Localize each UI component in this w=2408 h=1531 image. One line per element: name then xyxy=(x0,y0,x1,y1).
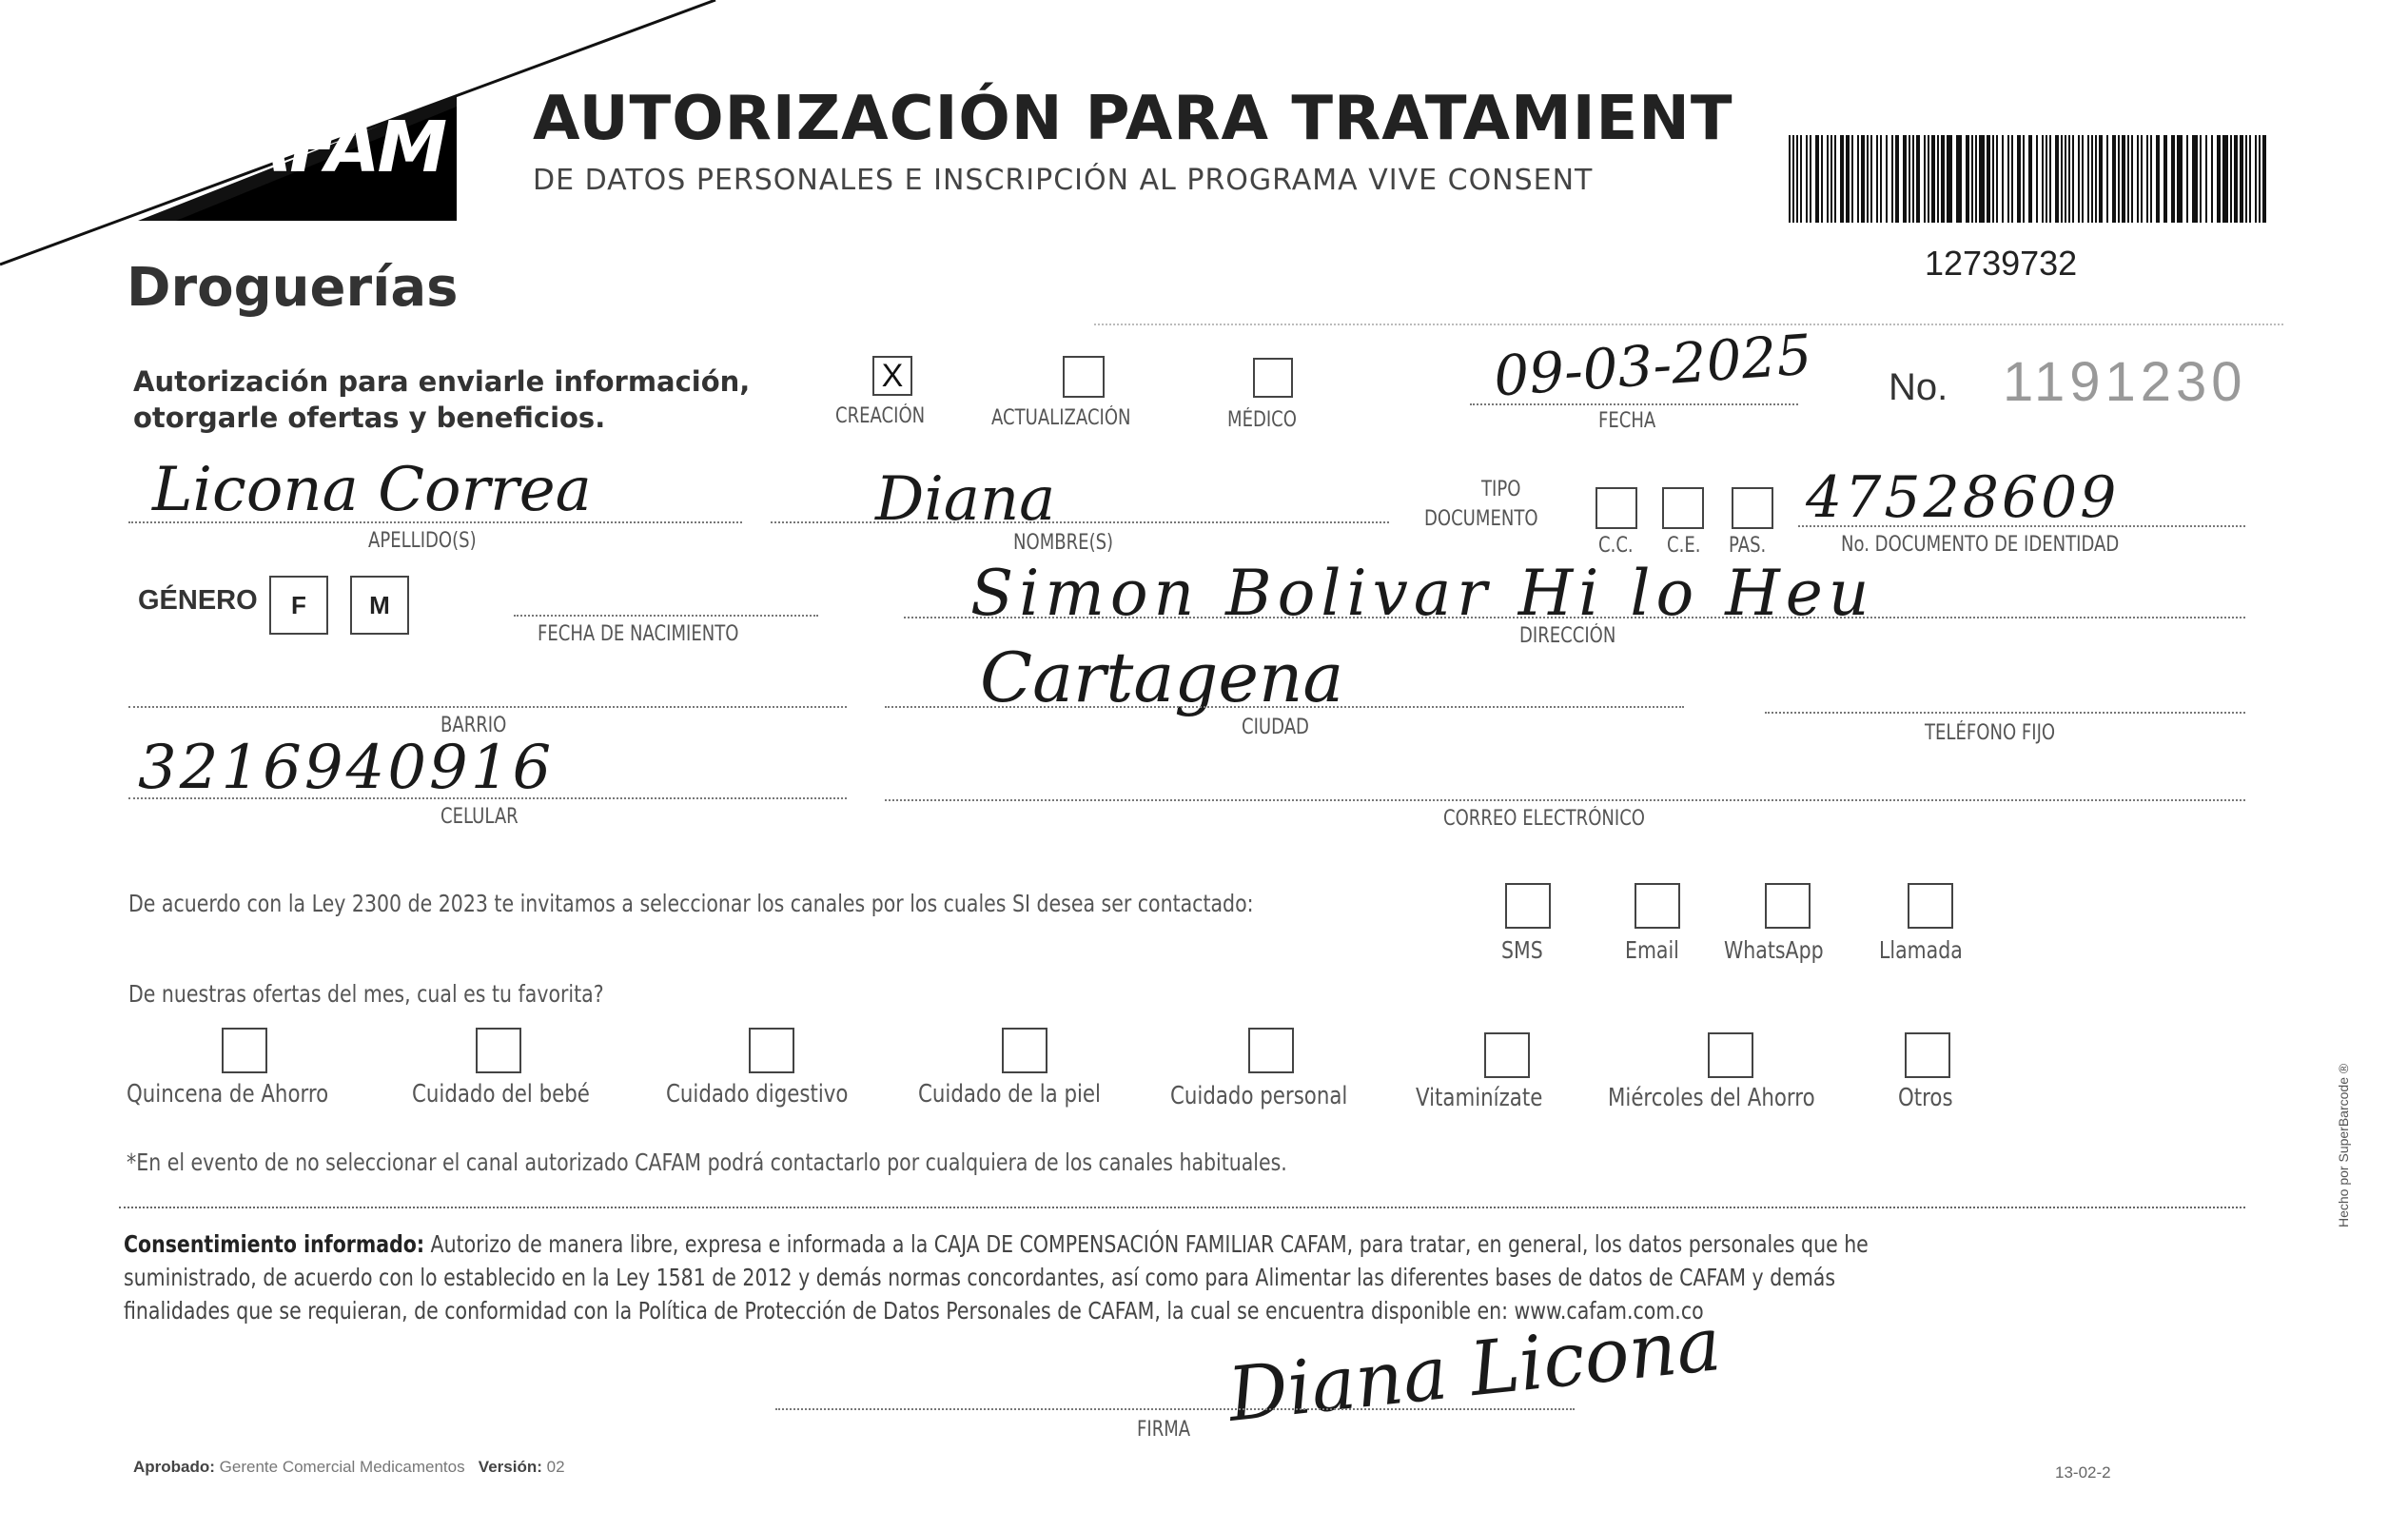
barcode-bar xyxy=(2028,135,2032,223)
telefono-line xyxy=(1765,712,2245,714)
barcode-bar xyxy=(2131,135,2133,223)
consent-line-1 xyxy=(124,1227,2250,1261)
fecha-value: 09-03-2025 xyxy=(1492,322,1814,409)
sms-label: SMS xyxy=(1501,936,1543,964)
barcode-bar xyxy=(1956,135,1962,223)
barcode-bar xyxy=(2112,135,2116,223)
nombres-label: NOMBRE(S) xyxy=(1013,531,1114,555)
barcode-bar xyxy=(2171,135,2175,223)
offer-bebe-checkbox[interactable] xyxy=(476,1028,521,1073)
barcode-bar xyxy=(2072,135,2074,223)
barcode-bar xyxy=(1861,135,1865,223)
barcode-bar xyxy=(2011,135,2013,223)
version-label: Versión: xyxy=(478,1458,542,1476)
barcode-bar xyxy=(1876,135,1878,223)
barcode-bar xyxy=(2255,135,2257,223)
llamada-checkbox[interactable] xyxy=(1908,883,1953,929)
barcode-bar xyxy=(2061,135,2063,223)
barcode-bar xyxy=(2163,135,2167,223)
footer-approval xyxy=(133,1458,565,1477)
genero-m-text: M xyxy=(369,591,390,619)
barcode-bar xyxy=(1880,135,1882,223)
barcode-bar xyxy=(2068,135,2070,223)
barcode-bar xyxy=(1840,135,1844,223)
barcode-bar xyxy=(2118,135,2120,223)
ciudad-label: CIUDAD xyxy=(1242,716,1309,739)
intro-line-2: otorgarle ofertas y beneficios. xyxy=(133,402,606,434)
offer-miercoles-label: Miércoles del Ahorro xyxy=(1608,1084,1815,1112)
apellidos-line xyxy=(128,521,742,523)
barcode-bar xyxy=(1979,135,1985,223)
correo-label: CORREO ELECTRÓNICO xyxy=(1443,807,1646,831)
barcode-bar xyxy=(2099,135,2103,223)
barcode-bar xyxy=(1891,135,1893,223)
barcode-bar xyxy=(2127,135,2129,223)
offer-digestivo-checkbox[interactable] xyxy=(749,1028,794,1073)
side-text: Hecho por SuperBarcode ® xyxy=(2336,1063,2351,1227)
tipo-doc-label-1: TIPO xyxy=(1481,478,1521,501)
apellidos-value: Licona Correa xyxy=(152,455,592,525)
email-label: Email xyxy=(1625,936,1679,964)
offer-miercoles-checkbox[interactable] xyxy=(1708,1032,1753,1078)
barcode-bar xyxy=(1916,135,1920,223)
barcode-bar xyxy=(2095,135,2097,223)
offer-quincena-label: Quincena de Ahorro xyxy=(127,1080,329,1109)
version-value: 02 xyxy=(546,1458,565,1476)
barcode-bar xyxy=(2211,135,2213,223)
barcode-bar xyxy=(1857,135,1859,223)
barcode-bar xyxy=(1912,135,1914,223)
barcode-bar xyxy=(1947,135,1952,223)
barcode-bar xyxy=(2017,135,2021,223)
consent-line-1-text: Autorizo de manera libre, expresa e informada a la CAJA DE COMPENSACIÓN FAMILIAR CAFAM, para tratar, en general, los datos personales que he xyxy=(424,1230,1869,1258)
barcode-bar xyxy=(2205,135,2207,223)
barcode-bar xyxy=(1941,135,1945,223)
barcode-bar xyxy=(1886,135,1888,223)
barrio-label: BARRIO xyxy=(440,714,507,737)
consent-bold: Consentimiento informado: xyxy=(124,1230,425,1258)
barcode-bar xyxy=(1815,135,1819,223)
brand-name: Droguerías xyxy=(127,257,459,319)
barcode-bar xyxy=(1792,135,1794,223)
barcode-bar xyxy=(2259,135,2261,223)
barcode-bar xyxy=(1909,135,1910,223)
barcode-bar xyxy=(2065,135,2066,223)
barcode-bar xyxy=(1924,135,1926,223)
check-mark: X xyxy=(881,358,904,394)
direccion-line xyxy=(904,617,2245,618)
telefono-label: TELÉFONO FIJO xyxy=(1925,721,2056,745)
medico-checkbox[interactable] xyxy=(1253,358,1293,398)
barcode-bar xyxy=(2087,135,2089,223)
creacion-label: CREACIÓN xyxy=(835,404,926,428)
nombres-line xyxy=(771,521,1389,523)
barcode-bar xyxy=(2042,135,2044,223)
apellidos-label: APELLIDO(S) xyxy=(368,529,477,553)
barcode xyxy=(1789,135,2274,223)
whatsapp-label: WhatsApp xyxy=(1724,936,1824,964)
aprobado-label: Aprobado: xyxy=(133,1458,215,1476)
pas-checkbox[interactable] xyxy=(1732,487,1773,529)
barcode-bar xyxy=(2222,135,2228,223)
llamada-label: Llamada xyxy=(1879,936,1963,964)
offer-quincena-checkbox[interactable] xyxy=(222,1028,267,1073)
barcode-bar xyxy=(1992,135,1994,223)
barcode-bar xyxy=(2055,135,2059,223)
separator xyxy=(1094,324,2283,325)
footnote: *En el evento de no seleccionar el canal autorizado CAFAM podrá contactarlo por cualquiera de los canales habituales. xyxy=(127,1148,1287,1176)
actualizacion-label: ACTUALIZACIÓN xyxy=(991,406,1131,430)
barcode-bar xyxy=(2150,135,2152,223)
footer-date: 13-02-2 xyxy=(2055,1463,2111,1482)
documento-value: 47528609 xyxy=(1806,464,2120,531)
barcode-bar xyxy=(1789,135,1791,223)
barcode-bar xyxy=(2049,135,2051,223)
barcode-bar xyxy=(1800,135,1802,223)
whatsapp-checkbox[interactable] xyxy=(1765,883,1811,929)
barcode-bar xyxy=(1903,135,1907,223)
barcode-bar xyxy=(2192,135,2198,223)
barcode-bar xyxy=(1928,135,1929,223)
cc-checkbox[interactable] xyxy=(1596,487,1637,529)
barcode-bar xyxy=(1966,135,1969,223)
barcode-bar xyxy=(2200,135,2202,223)
signature-label: FIRMA xyxy=(1137,1418,1191,1442)
intro-text xyxy=(133,363,750,436)
genero-f-text: F xyxy=(291,591,306,619)
number-value: 1191230 xyxy=(2003,351,2247,413)
barcode-bar xyxy=(2002,135,2004,223)
barcode-bar xyxy=(2137,135,2139,223)
barcode-bar xyxy=(1870,135,1872,223)
barcode-bar xyxy=(2217,135,2221,223)
intro-line-1: Autorización para enviarle información, xyxy=(133,365,751,398)
pas-label: PAS. xyxy=(1729,534,1767,558)
documento-label: No. DOCUMENTO DE IDENTIDAD xyxy=(1841,533,2120,557)
offer-digestivo-label: Cuidado digestivo xyxy=(666,1080,849,1109)
documento-line xyxy=(1798,525,2245,527)
offer-otros-label: Otros xyxy=(1898,1084,1953,1112)
barcode-bar xyxy=(2262,135,2266,223)
channels-prompt: De acuerdo con la Ley 2300 de 2023 te invitamos a seleccionar los canales por los cuales SI desea ser contactado: xyxy=(128,890,1254,917)
creacion-checkbox[interactable] xyxy=(872,356,912,396)
barcode-bar xyxy=(2023,135,2025,223)
barcode-bar xyxy=(2082,135,2084,223)
celular-label: CELULAR xyxy=(440,805,519,829)
barcode-number: 12739732 xyxy=(1925,244,2078,283)
barcode-bar xyxy=(2186,135,2188,223)
direccion-value: Simon Bolivar Hi lo Heu xyxy=(970,557,1875,630)
offer-vitaminizate-checkbox[interactable] xyxy=(1484,1032,1530,1078)
barcode-bar xyxy=(1996,135,1998,223)
barcode-bar xyxy=(1830,135,1832,223)
medico-label: MÉDICO xyxy=(1227,408,1297,432)
consent-separator xyxy=(119,1207,2245,1208)
consent-text xyxy=(124,1227,2250,1327)
barcode-bar xyxy=(1895,135,1899,223)
barcode-bar xyxy=(1821,135,1823,223)
direccion-label: DIRECCIÓN xyxy=(1519,624,1616,648)
barcode-bar xyxy=(2230,135,2232,223)
barcode-bar xyxy=(2234,135,2238,223)
barcode-bar xyxy=(1827,135,1829,223)
offers-prompt: De nuestras ofertas del mes, cual es tu favorita? xyxy=(128,980,604,1008)
offer-personal-label: Cuidado personal xyxy=(1170,1082,1348,1110)
consent-line-3: finalidades que se requieran, de conformidad con la Política de Protección de Datos Personales de CAFAM, la cual se encuentra disponible en: www.cafam.com.co xyxy=(124,1297,1704,1325)
barcode-bar xyxy=(1851,135,1853,223)
barcode-bar xyxy=(1806,135,1808,223)
fecha-nac-line xyxy=(514,615,818,617)
cc-label: C.C. xyxy=(1598,534,1634,558)
barcode-bar xyxy=(2007,135,2009,223)
sms-checkbox[interactable] xyxy=(1505,883,1551,929)
actualizacion-checkbox[interactable] xyxy=(1063,356,1105,398)
ce-label: C.E. xyxy=(1667,534,1701,558)
barcode-bar xyxy=(2091,135,2093,223)
celular-value: 3216940916 xyxy=(138,733,555,803)
barcode-bar xyxy=(2078,135,2080,223)
barcode-bar xyxy=(1810,135,1811,223)
barcode-bar xyxy=(1796,135,1798,223)
barcode-bar xyxy=(2122,135,2125,223)
tipo-doc-label-2: DOCUMENTO xyxy=(1424,507,1538,531)
logo-text: AFAM xyxy=(238,107,445,188)
celular-line xyxy=(128,797,847,799)
correo-line xyxy=(885,799,2245,801)
ce-checkbox[interactable] xyxy=(1662,487,1704,529)
barcode-bar xyxy=(1834,135,1836,223)
signature-line xyxy=(775,1408,1575,1410)
barcode-bar xyxy=(1971,135,1973,223)
fecha-nac-label: FECHA DE NACIMIENTO xyxy=(538,622,739,646)
offer-piel-checkbox[interactable] xyxy=(1002,1028,1047,1073)
email-checkbox[interactable] xyxy=(1635,883,1680,929)
barcode-bar xyxy=(2141,135,2143,223)
fecha-label: FECHA xyxy=(1598,409,1656,433)
barcode-bar xyxy=(2046,135,2047,223)
barcode-bar xyxy=(1987,135,1990,223)
barcode-bar xyxy=(2249,135,2251,223)
barcode-bar xyxy=(2240,135,2243,223)
genero-f-box[interactable] xyxy=(269,576,328,635)
barcode-bar xyxy=(2146,135,2148,223)
ciudad-value: Cartagena xyxy=(980,638,1344,717)
barcode-bar xyxy=(2177,135,2183,223)
fecha-line xyxy=(1470,403,1798,405)
barcode-bar xyxy=(2245,135,2247,223)
aprobado-value: Gerente Comercial Medicamentos xyxy=(219,1458,465,1476)
signature: Diana Licona xyxy=(1224,1302,1725,1439)
consent-line-2: suministrado, de acuerdo con lo establecido en la Ley 1581 de 2012 y demás normas concordantes, así como para Alimentar las diferentes bases de datos de CAFAM y demás xyxy=(124,1264,1836,1291)
barcode-bar xyxy=(1846,135,1850,223)
page-subtitle: DE DATOS PERSONALES E INSCRIPCIÓN AL PROGRAMA VIVE CONSENT xyxy=(533,164,1594,197)
ciudad-line xyxy=(885,706,1684,708)
barcode-bar xyxy=(1931,135,1935,223)
genero-label: GÉNERO xyxy=(138,585,258,616)
offer-piel-label: Cuidado de la piel xyxy=(918,1080,1101,1109)
offer-personal-checkbox[interactable] xyxy=(1248,1028,1294,1073)
barrio-line xyxy=(128,706,847,708)
barcode-bar xyxy=(2106,135,2108,223)
offer-bebe-label: Cuidado del bebé xyxy=(412,1080,590,1109)
page-title: AUTORIZACIÓN PARA TRATAMIENT xyxy=(533,84,1733,154)
barcode-bar xyxy=(2036,135,2038,223)
genero-m-box[interactable] xyxy=(350,576,409,635)
nombres-value: Diana xyxy=(875,464,1056,535)
barcode-bar xyxy=(1937,135,1939,223)
barcode-bar xyxy=(2156,135,2160,223)
barcode-bar xyxy=(1867,135,1869,223)
offer-otros-checkbox[interactable] xyxy=(1905,1032,1950,1078)
offer-vitaminizate-label: Vitaminízate xyxy=(1416,1084,1543,1112)
barcode-bar xyxy=(1975,135,1977,223)
number-label: No. xyxy=(1889,366,1948,408)
